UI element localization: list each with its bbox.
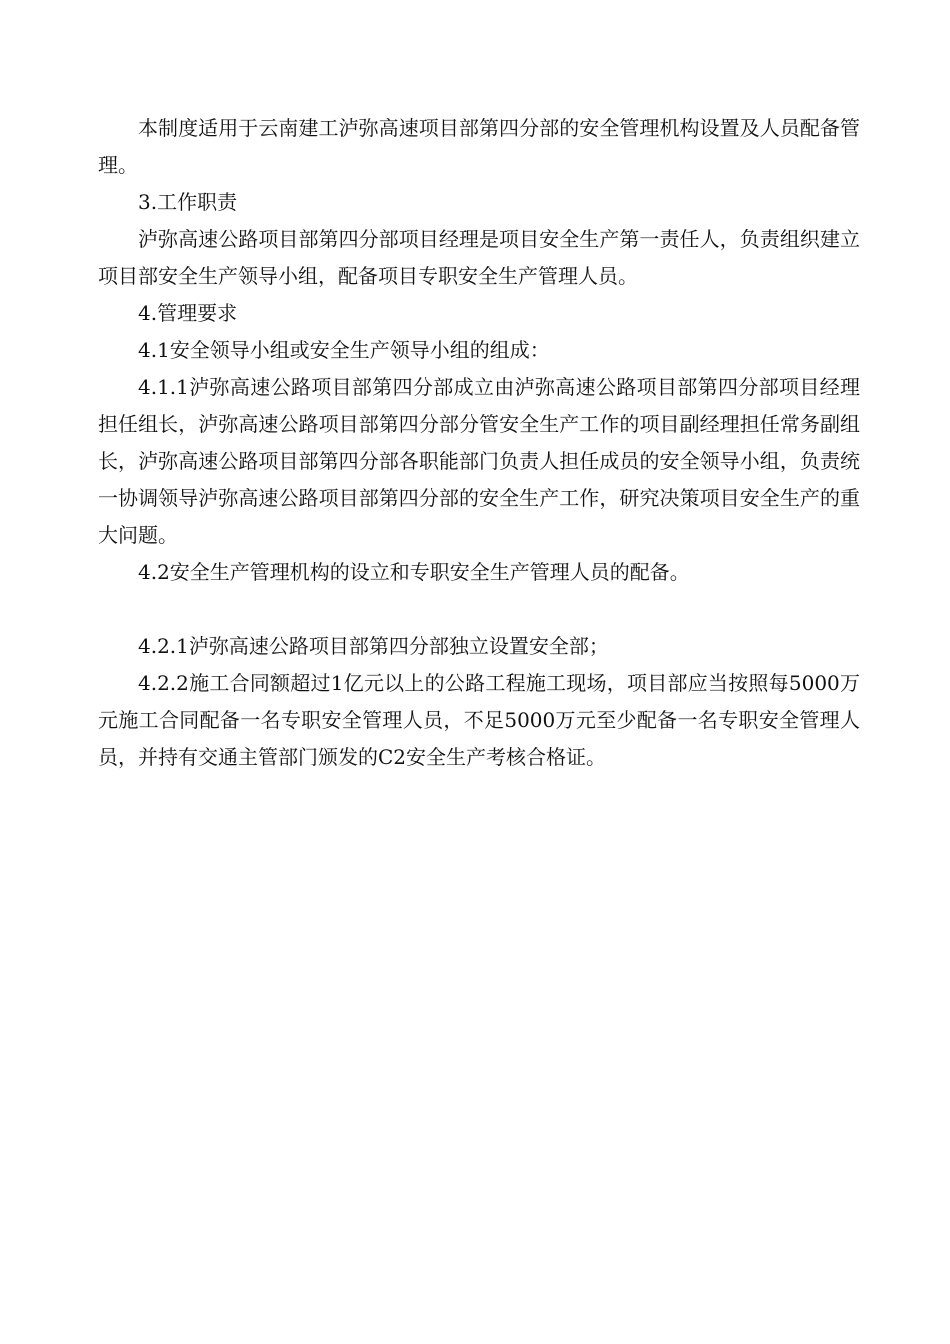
paragraph-scope: 本制度适用于云南建工泸弥高速项目部第四分部的安全管理机构设置及人员配备管理。 [98, 116, 860, 177]
heading-4-2: 4.2安全生产管理机构的设立和专职安全生产管理人员的配备。 [138, 560, 690, 584]
heading-work-responsibilities: 3.工作职责 [138, 190, 238, 214]
document-body [98, 110, 860, 776]
heading-management-requirements: 4.管理要求 [138, 301, 238, 325]
paragraph-4-1-1: 4.1.1泸弥高速公路项目部第四分部成立由泸弥高速公路项目部第四分部项目经理担任组长，泸弥高速公路项目部第四分部分管安全生产工作的项目副经理担任常务副组长，泸弥高速公路项目部第四分部各职能部门负责人担任成员的安全领导小组，负责统一协调领导泸弥高速公路项目部第四分部的安全生产工作，研究决策项目安全生产的重大问题。 [98, 375, 860, 547]
paragraph-responsibilities: 泸弥高速公路项目部第四分部项目经理是项目安全生产第一责任人，负责组织建立项目部安全生产领导小组，配备项目专职安全生产管理人员。 [98, 227, 860, 288]
paragraph-4-2-1: 4.2.1泸弥高速公路项目部第四分部独立设置安全部； [138, 634, 609, 658]
paragraph-4-2-2: 4.2.2施工合同额超过1亿元以上的公路工程施工现场，项目部应当按照每5000万元施工合同配备一名专职安全管理人员，不足5000万元至少配备一名专职安全管理人员，并持有交通主管部门颁发的C2安全生产考核合格证。 [98, 671, 860, 769]
heading-4-1: 4.1安全领导小组或安全生产领导小组的组成： [138, 338, 550, 362]
